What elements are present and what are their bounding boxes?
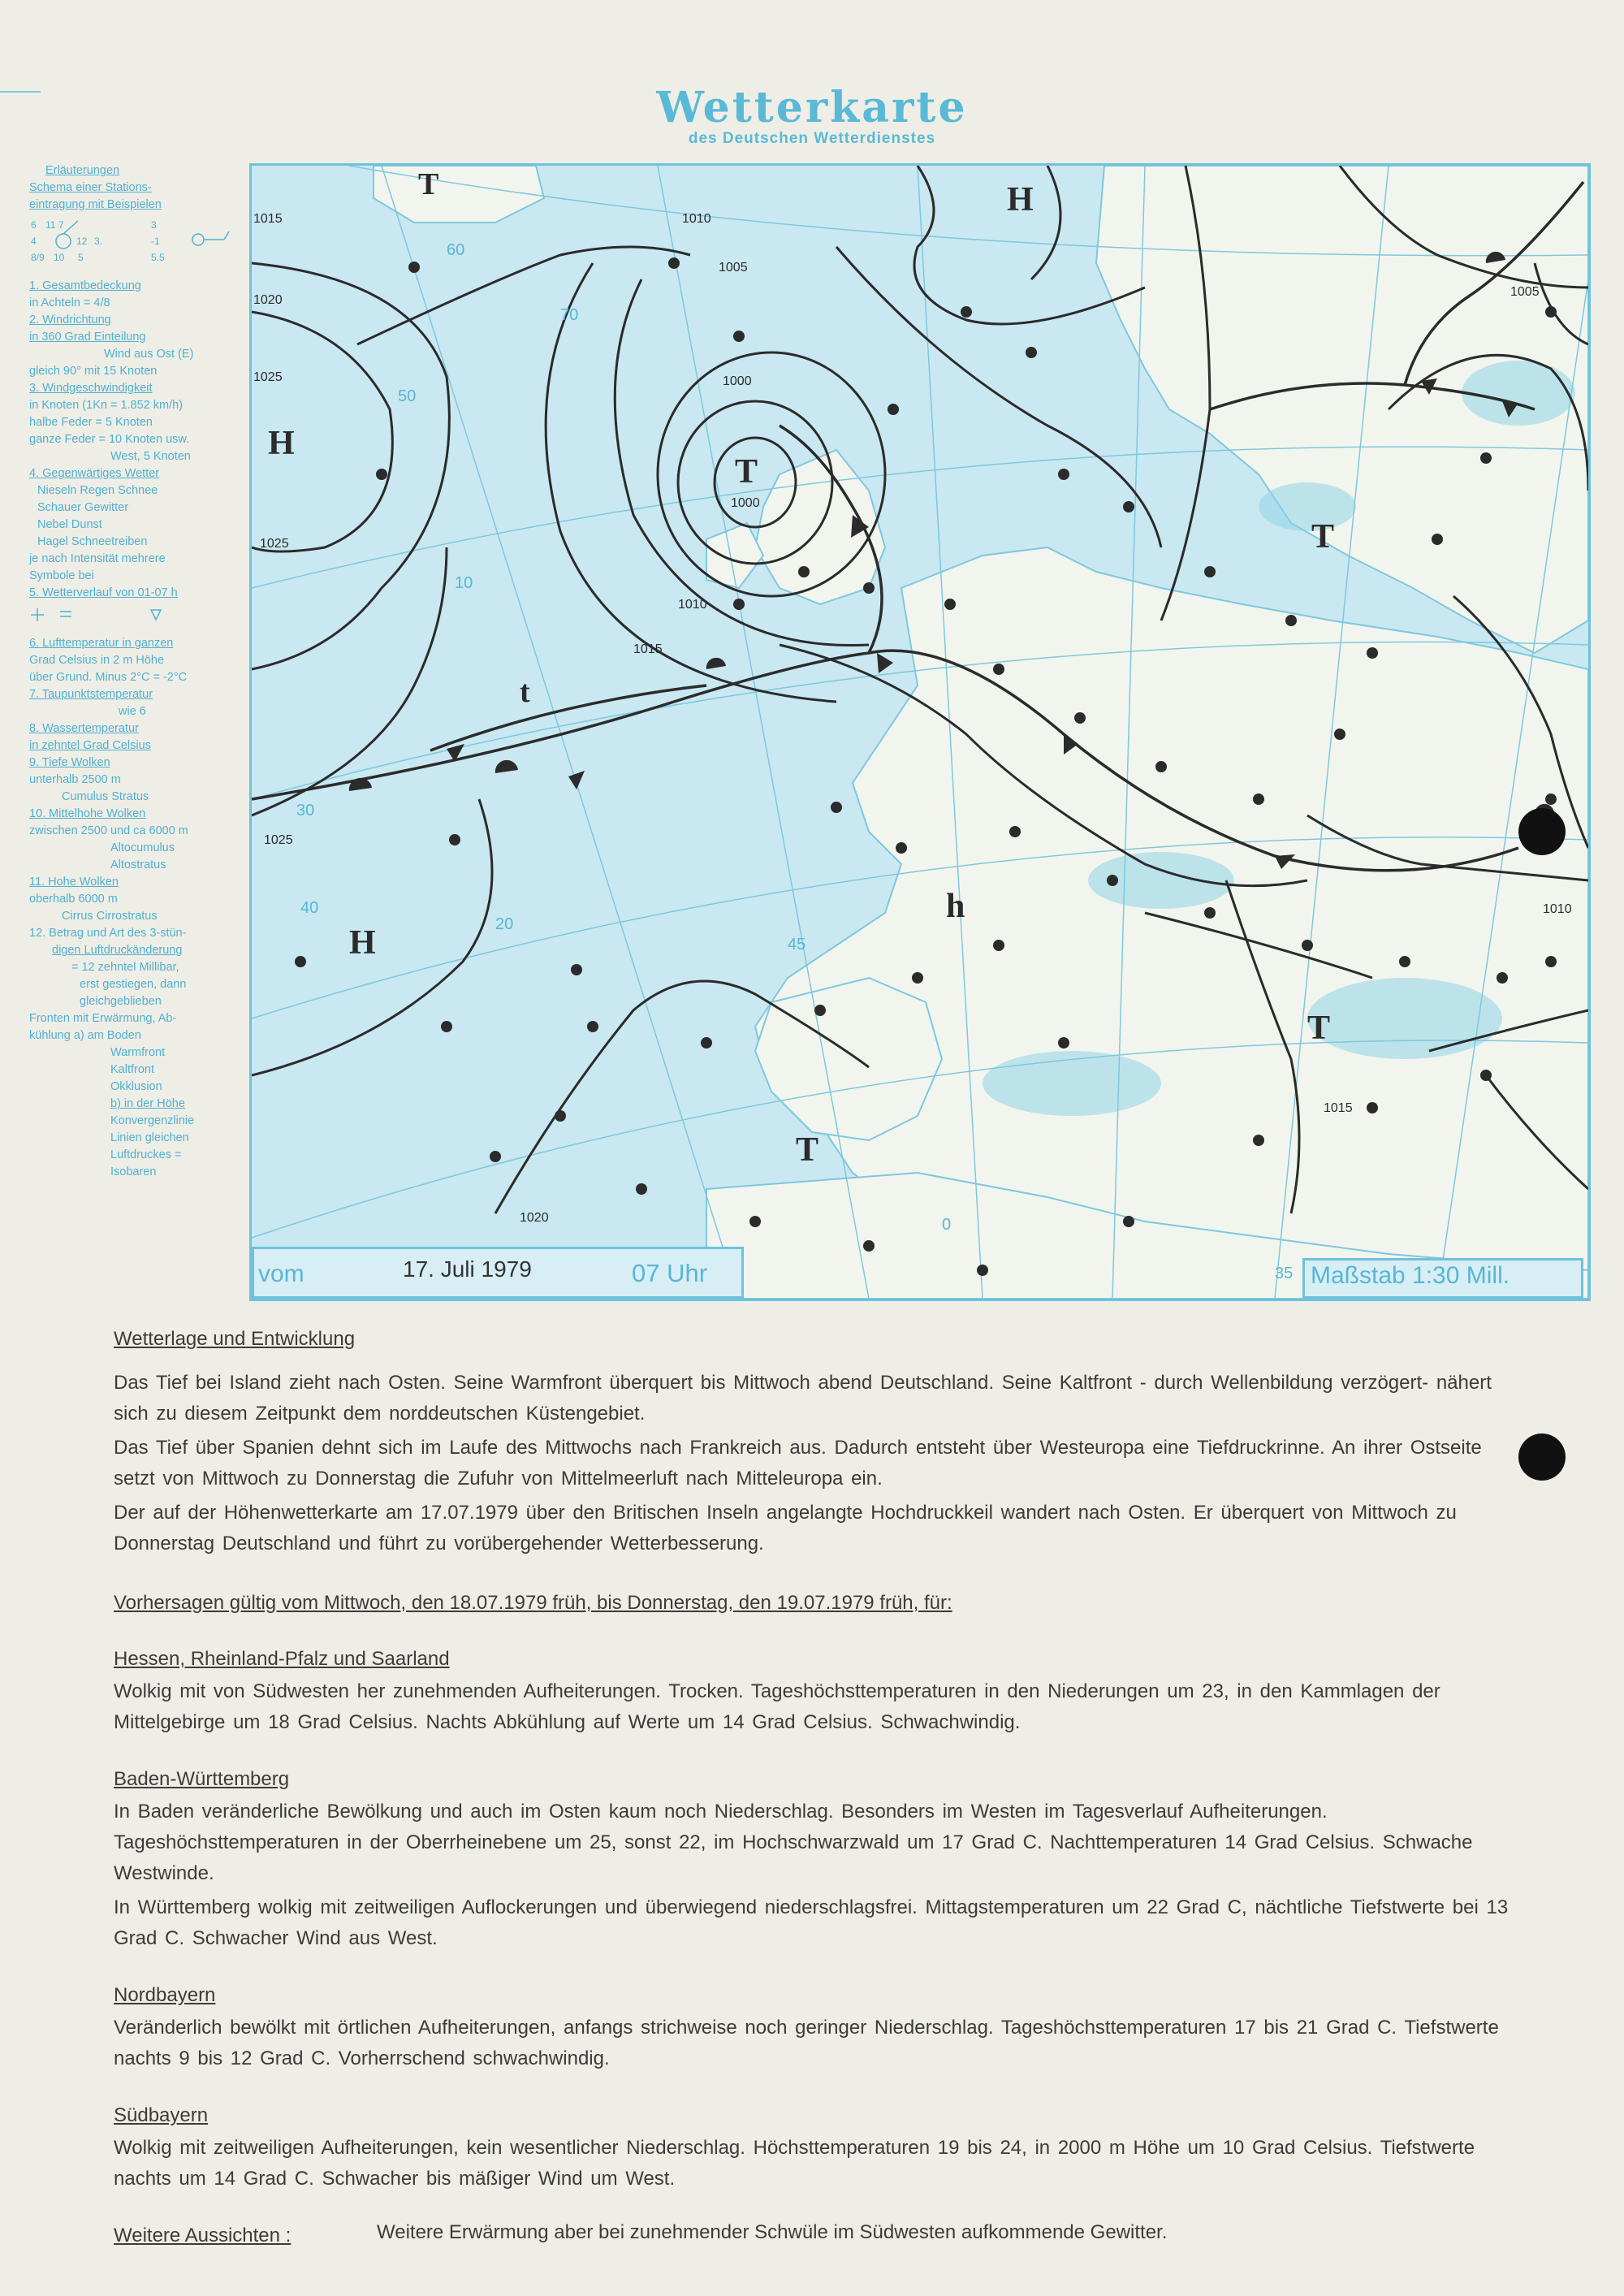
legend-line: Wind aus Ost (E) xyxy=(104,348,194,361)
low-pressure-label: T xyxy=(418,167,439,201)
low-pressure-label: T xyxy=(1311,518,1335,556)
page-title: Wetterkarte xyxy=(656,83,968,132)
legend-line: in Knoten (1Kn = 1.852 km/h) xyxy=(29,399,184,412)
svg-text:3: 3 xyxy=(151,219,157,231)
legend-line: 7. Taupunktstemperatur xyxy=(29,688,153,701)
isobar-label: 1000 xyxy=(731,496,760,510)
isobar-label: 1025 xyxy=(253,370,283,384)
punch-hole xyxy=(1518,1433,1566,1481)
isobar-label: 1000 xyxy=(723,374,752,388)
legend-line: je nach Intensität mehrere xyxy=(29,552,166,565)
legend-line: in Achteln = 4/8 xyxy=(29,296,110,309)
isobar-label: 1020 xyxy=(520,1211,549,1225)
legend-line: Okklusion xyxy=(110,1080,162,1093)
legend-line: Nieseln Regen Schnee xyxy=(37,484,158,497)
legend-line: in zehntel Grad Celsius xyxy=(29,739,151,752)
grid-label: 50 xyxy=(398,387,417,405)
legend-line: gleichgeblieben xyxy=(80,995,162,1008)
page-subtitle: des Deutschen Wetterdienstes xyxy=(688,130,936,147)
legend-line: b) in der Höhe xyxy=(110,1097,185,1110)
legend-line: = 12 zehntel Millibar, xyxy=(71,961,179,974)
legend-line: unterhalb 2500 m xyxy=(29,773,121,786)
minor-low-label: t xyxy=(520,675,530,709)
legend-line: Altostratus xyxy=(110,858,166,871)
isobar-label: 1005 xyxy=(719,261,748,275)
isobar-label: 1015 xyxy=(1324,1101,1353,1115)
paragraph: Veränderlich bewölkt mit örtlichen Aufheiterungen, anfangs strichweise noch geringer Niederschlag. Tageshöchsttemperaturen 17 bis 21 Grad C. Tiefstwerte nachts 9 bis 12 Grad C. Vorherrschend schwachwindig. xyxy=(114,2017,1499,2069)
region-title: Hessen, Rheinland-Pfalz und Saarland xyxy=(114,1648,450,1670)
legend-line: Altocumulus xyxy=(110,841,175,854)
legend-line: 9. Tiefe Wolken xyxy=(29,756,110,769)
isobar-label: 1015 xyxy=(253,212,283,226)
paragraph: Das Tief über Spanien dehnt sich im Laufe des Mittwochs nach Frankreich aus. Dadurch entsteht über Westeuropa eine Tiefdruckrinne. An ihrer Ostseite setzt von Mittwoch zu Donnerstag die Zufuhr von Mittelmeerluft nach Mitteleuropa ein. xyxy=(114,1437,1482,1490)
low-pressure-label: T xyxy=(735,453,758,491)
paragraph: Wolkig mit von Südwesten her zunehmenden Aufheiterungen. Trocken. Tageshöchsttemperaturen in den Niederungen um 23, in den Kammlagen der Mittelgebirge um 18 Grad Celsius. Nachts Abkühlung auf Werte um 14 Grad Celsius. Schwachwindig. xyxy=(114,1680,1440,1733)
high-pressure-label: H xyxy=(1007,181,1034,218)
grid-label: 35 xyxy=(1275,1265,1294,1282)
grid-label: 20 xyxy=(495,915,514,933)
grid-label: 10 xyxy=(455,574,473,592)
iberia xyxy=(755,978,942,1140)
map-scale: Maßstab 1:30 Mill. xyxy=(1311,1262,1510,1289)
legend-line: 4. Gegenwärtiges Wetter xyxy=(29,467,160,480)
isobar-label: 1025 xyxy=(260,537,289,551)
legend-line: 1. Gesamtbedeckung xyxy=(29,279,141,292)
grid-label: 45 xyxy=(788,936,806,953)
svg-text:8/9: 8/9 xyxy=(31,252,45,263)
legend-line: Schema einer Stations- xyxy=(29,181,152,194)
svg-text:7: 7 xyxy=(58,219,64,231)
station-schema-icon xyxy=(29,217,240,267)
legend-line: 10. Mittelhohe Wolken xyxy=(29,807,146,820)
legend-line: West, 5 Knoten xyxy=(110,450,191,463)
legend-line: halbe Feder = 5 Knoten xyxy=(29,416,153,429)
svg-text:5.5: 5.5 xyxy=(151,252,165,263)
low-pressure-label: T xyxy=(1307,1010,1331,1047)
svg-text:4: 4 xyxy=(31,236,37,247)
grid-label: 40 xyxy=(300,899,319,917)
legend-line: Symbole bei xyxy=(29,569,94,582)
weather-map xyxy=(249,163,1591,1301)
high-pressure-label: H xyxy=(349,924,376,962)
svg-text:5: 5 xyxy=(78,252,84,263)
legend-line: Fronten mit Erwärmung, Ab- xyxy=(29,1012,177,1025)
legend-line: 3. Windgeschwindigkeit xyxy=(29,382,153,395)
map-date: 17. Juli 1979 xyxy=(403,1256,532,1282)
legend-line: kühlung a) am Boden xyxy=(29,1029,141,1042)
legend-line: Linien gleichen xyxy=(110,1131,189,1144)
isobar-label: 1015 xyxy=(633,642,663,656)
legend-line: 8. Wassertemperatur xyxy=(29,722,139,735)
outlook-label: Weitere Aussichten : xyxy=(114,2225,292,2246)
legend-line: erst gestiegen, dann xyxy=(80,978,187,991)
isobar-label: 1005 xyxy=(1510,285,1540,299)
legend-line: Hagel Schneetreiben xyxy=(37,535,148,548)
svg-text:10: 10 xyxy=(54,252,65,263)
region-title: Baden-Württemberg xyxy=(114,1768,290,1790)
svg-text:11: 11 xyxy=(45,219,56,231)
isobar-label: 1010 xyxy=(1543,902,1572,916)
legend-line: Cirrus Cirrostratus xyxy=(62,910,158,923)
svg-text:12: 12 xyxy=(76,236,88,247)
grid-label: 60 xyxy=(447,241,465,259)
grid-label: 30 xyxy=(296,802,315,819)
isobar-label: 1025 xyxy=(264,833,293,847)
svg-text:6: 6 xyxy=(31,219,37,231)
paragraph: Das Tief bei Island zieht nach Osten. Seine Warmfront überquert bis Mittwoch abend Deutschland. Seine Kaltfront - durch Wellenbildung verzögert- nähert sich zu diesem Zeitpunkt dem norddeutschen Küstengebiet. xyxy=(114,1372,1492,1425)
legend-line: oberhalb 6000 m xyxy=(29,893,118,906)
paragraph: Der auf der Höhenwetterkarte am 17.07.1979 über den Britischen Inseln angelangte Hochdruckkeil wandert nach Osten. Er überquert von Mittwoch zu Donnerstag Deutschland und führt zu vorübergehender Wetterbesserung. xyxy=(114,1502,1457,1554)
svg-text:3.: 3. xyxy=(94,236,103,247)
grid-label: 0 xyxy=(942,1216,952,1234)
legend-line: Kaltfront xyxy=(110,1063,154,1076)
land-masses xyxy=(374,166,1588,1299)
legend-line: 5. Wetterverlauf von 01-07 h xyxy=(29,586,178,599)
legend-line: Grad Celsius in 2 m Höhe xyxy=(29,654,165,667)
legend xyxy=(29,162,250,1181)
legend-line: über Grund. Minus 2°C = -2°C xyxy=(29,671,188,684)
legend-line: Konvergenzlinie xyxy=(110,1114,195,1127)
legend-line: Cumulus Stratus xyxy=(62,790,149,803)
forecast-title: Vorhersagen gültig vom Mittwoch, den 18.07.1979 früh, bis Donnerstag, den 19.07.1979 früh, für: xyxy=(114,1592,952,1614)
date-prefix: vom xyxy=(258,1260,304,1287)
legend-line: wie 6 xyxy=(119,705,146,718)
isobar-label: 1010 xyxy=(682,212,711,226)
outlook-text: Weitere Erwärmung aber bei zunehmender Schwüle im Südwesten aufkommende Gewitter. xyxy=(377,2221,1168,2243)
svg-text:-1: -1 xyxy=(151,236,160,247)
legend-line: Luftdruckes = xyxy=(110,1148,182,1161)
legend-line: Schauer Gewitter xyxy=(37,501,129,514)
legend-line: digen Luftdruckänderung xyxy=(52,944,183,957)
legend-line: Warmfront xyxy=(110,1046,166,1059)
legend-line: ganze Feder = 10 Knoten usw. xyxy=(29,433,190,446)
section-title: Wetterlage und Entwicklung xyxy=(114,1328,356,1350)
legend-line: 11. Hohe Wolken xyxy=(29,876,119,889)
paragraph: In Württemberg wolkig mit zeitweiligen Auflockerungen und überwiegend niederschlagsfrei. Mittagstemperaturen um 22 Grad C, nächtliche Tiefstwerte bei 13 Grad C. Schwacher Wind aus West. xyxy=(114,1896,1509,1949)
high-pressure-label: H xyxy=(268,425,295,462)
weather-map-drawing xyxy=(252,166,1588,1299)
isobar-label: 1020 xyxy=(253,293,283,307)
paragraph: Wolkig mit zeitweiligen Aufheiterungen, kein wesentlicher Niederschlag. Höchsttemperaturen 19 bis 24, in 2000 m Höhe um 10 Grad Celsius. Tiefstwerte nachts um 14 Grad C. Schwacher bis mäßiger Wind um West. xyxy=(114,2137,1475,2190)
legend-line: zwischen 2500 und ca 6000 m xyxy=(29,824,188,837)
paragraph: In Baden veränderliche Bewölkung und auch im Osten kaum noch Niederschlag. Besonders im Westen im Tagesverlauf Aufheiterungen. Tageshöchsttemperaturen in der Oberrheinebene um 25, sonst 22, im Hochschwarzwald um 17 Grad C. Nachttemperaturen 14 Grad Celsius. Schwache Westwinde. xyxy=(114,1801,1473,1884)
low-pressure-label: T xyxy=(796,1131,819,1169)
legend-line: 12. Betrag und Art des 3-stün- xyxy=(29,927,187,940)
legend-line: gleich 90° mit 15 Knoten xyxy=(29,365,158,378)
legend-line: in 360 Grad Einteilung xyxy=(29,331,146,344)
legend-line: 6. Lufttemperatur in ganzen xyxy=(29,637,174,650)
legend-line: eintragung mit Beispielen xyxy=(29,198,162,211)
minor-high-label: h xyxy=(946,888,965,925)
punch-hole xyxy=(1518,808,1566,855)
grid-label: 70 xyxy=(560,306,579,324)
region-title: Südbayern xyxy=(114,2104,209,2126)
legend-line: Erläuterungen xyxy=(45,164,120,177)
region-title: Nordbayern xyxy=(114,1984,216,2006)
legend-line: Isobaren xyxy=(110,1165,157,1178)
legend-line: 2. Windrichtung xyxy=(29,313,111,326)
legend-line: Nebel Dunst xyxy=(37,518,102,531)
map-time: 07 Uhr xyxy=(632,1259,708,1287)
isobar-label: 1010 xyxy=(678,598,707,612)
weather-course-icon xyxy=(29,605,240,625)
